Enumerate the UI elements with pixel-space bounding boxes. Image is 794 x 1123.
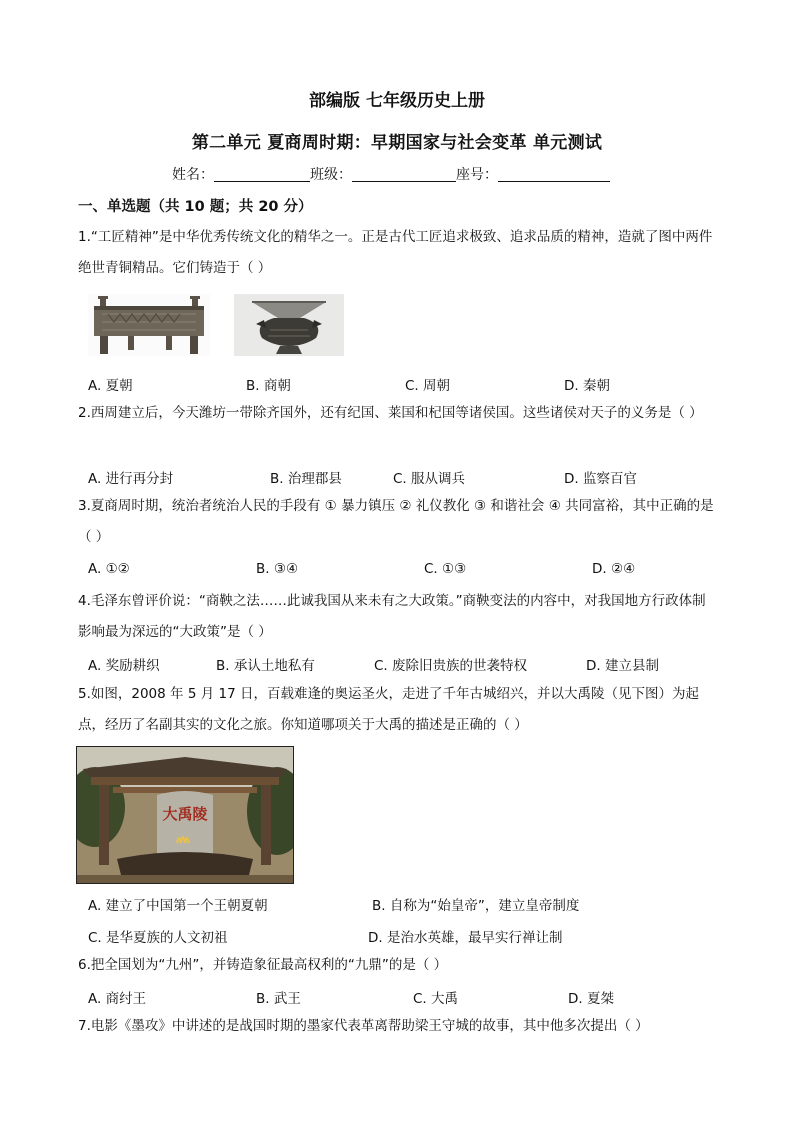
option-d[interactable]: D. 建立县制: [586, 658, 659, 674]
question-3: 3.夏商周时期，统治者统治人民的手段有 ① 暴力镇压 ② 礼仪教化 ③ 和谐社会 ④ 共同富裕，其中正确的是（ ）: [78, 498, 714, 545]
class-label: 班级：: [310, 167, 352, 183]
dayu-mausoleum-image: [76, 746, 294, 884]
section-heading: 一、单选题（共 10 题；共 20 分）: [78, 199, 313, 215]
name-blank[interactable]: [214, 167, 310, 182]
question-4-options: [88, 654, 728, 676]
option-a[interactable]: A. 进行再分封: [88, 471, 174, 487]
question-3-options: [88, 561, 728, 583]
class-blank[interactable]: [352, 167, 456, 182]
option-c[interactable]: C. 大禹: [413, 991, 459, 1007]
option-a[interactable]: A. 商纣王: [88, 991, 147, 1007]
svg-text:大禹陵: 大禹陵: [162, 805, 208, 823]
option-b[interactable]: B. 武王: [256, 991, 301, 1007]
option-a[interactable]: A. ①②: [88, 561, 130, 577]
option-d[interactable]: D. 秦朝: [564, 378, 610, 394]
question-7: 7.电影《墨攻》中讲述的是战国时期的墨家代表革离帮助梁王守城的故事，其中他多次提出（ ）: [78, 1018, 649, 1034]
question-2-options: [88, 467, 728, 489]
option-b[interactable]: B. 自称为“始皇帝”，建立皇帝制度: [372, 898, 580, 914]
student-info-line: [172, 164, 610, 184]
option-a[interactable]: A. 奖励耕织: [88, 658, 160, 674]
question-5: 5.如图，2008 年 5 月 17 日，百载难逢的奥运圣火，走进了千年古城绍兴，并以大禹陵（见下图）为起点，经历了名副其实的文化之旅。你知道哪项关于大禹的描述是正确的（ ）: [78, 686, 699, 733]
option-d[interactable]: D. 是治水英雄，最早实行禅让制: [368, 930, 563, 946]
question-4: 4.毛泽东曾评价说：“商鞅之法……此诚我国从来未有之大政策。”商鞅变法的内容中，对我国地方行政体制影响最为深远的“大政策”是（ ）: [78, 593, 706, 640]
tomb-inscription: [162, 805, 207, 823]
name-label: 姓名：: [172, 167, 214, 183]
option-d[interactable]: D. 监察百官: [564, 471, 637, 487]
option-d[interactable]: D. 夏桀: [568, 991, 614, 1007]
seat-label: 座号：: [456, 167, 498, 183]
option-b[interactable]: B. 承认土地私有: [216, 658, 315, 674]
option-b[interactable]: B. ③④: [256, 561, 299, 577]
option-c[interactable]: C. ①③: [424, 561, 467, 577]
bronze-zun-image: [234, 294, 344, 356]
option-b[interactable]: B. 治理郡县: [270, 471, 342, 487]
option-a[interactable]: A. 夏朝: [88, 378, 133, 394]
option-c[interactable]: C. 废除旧贵族的世袭特权: [374, 658, 528, 674]
document-subtitle: 第二单元 夏商周时期：早期国家与社会变革 单元测试: [191, 133, 603, 153]
option-c[interactable]: C. 是华夏族的人文初祖: [88, 930, 228, 946]
seat-blank[interactable]: [498, 167, 610, 182]
document-title: 部编版 七年级历史上册: [309, 91, 485, 111]
option-c[interactable]: C. 服从调兵: [393, 471, 466, 487]
option-c[interactable]: C. 周朝: [405, 378, 451, 394]
question-6: 6.把全国划为“九州”，并铸造象征最高权利的“九鼎”的是（ ）: [78, 957, 448, 973]
question-5-options-row1: [88, 894, 728, 916]
question-6-options: [88, 987, 728, 1009]
question-5-options-row2: [88, 926, 728, 948]
option-a[interactable]: A. 建立了中国第一个王朝夏朝: [88, 898, 268, 914]
question-2: 2.西周建立后，今天潍坊一带除齐国外，还有纪国、莱国和杞国等诸侯国。这些诸侯对天子的义务是（ ）: [78, 405, 703, 421]
question-1: 1.“工匠精神”是中华优秀传统文化的精华之一。正是古代工匠追求极致、追求品质的精神，造就了图中两件绝世青铜精品。它们铸造于（ ）: [78, 229, 713, 276]
option-b[interactable]: B. 商朝: [246, 378, 291, 394]
option-d[interactable]: D. ②④: [592, 561, 636, 577]
question-1-options: [88, 374, 728, 396]
bronze-ding-image: [88, 294, 210, 356]
